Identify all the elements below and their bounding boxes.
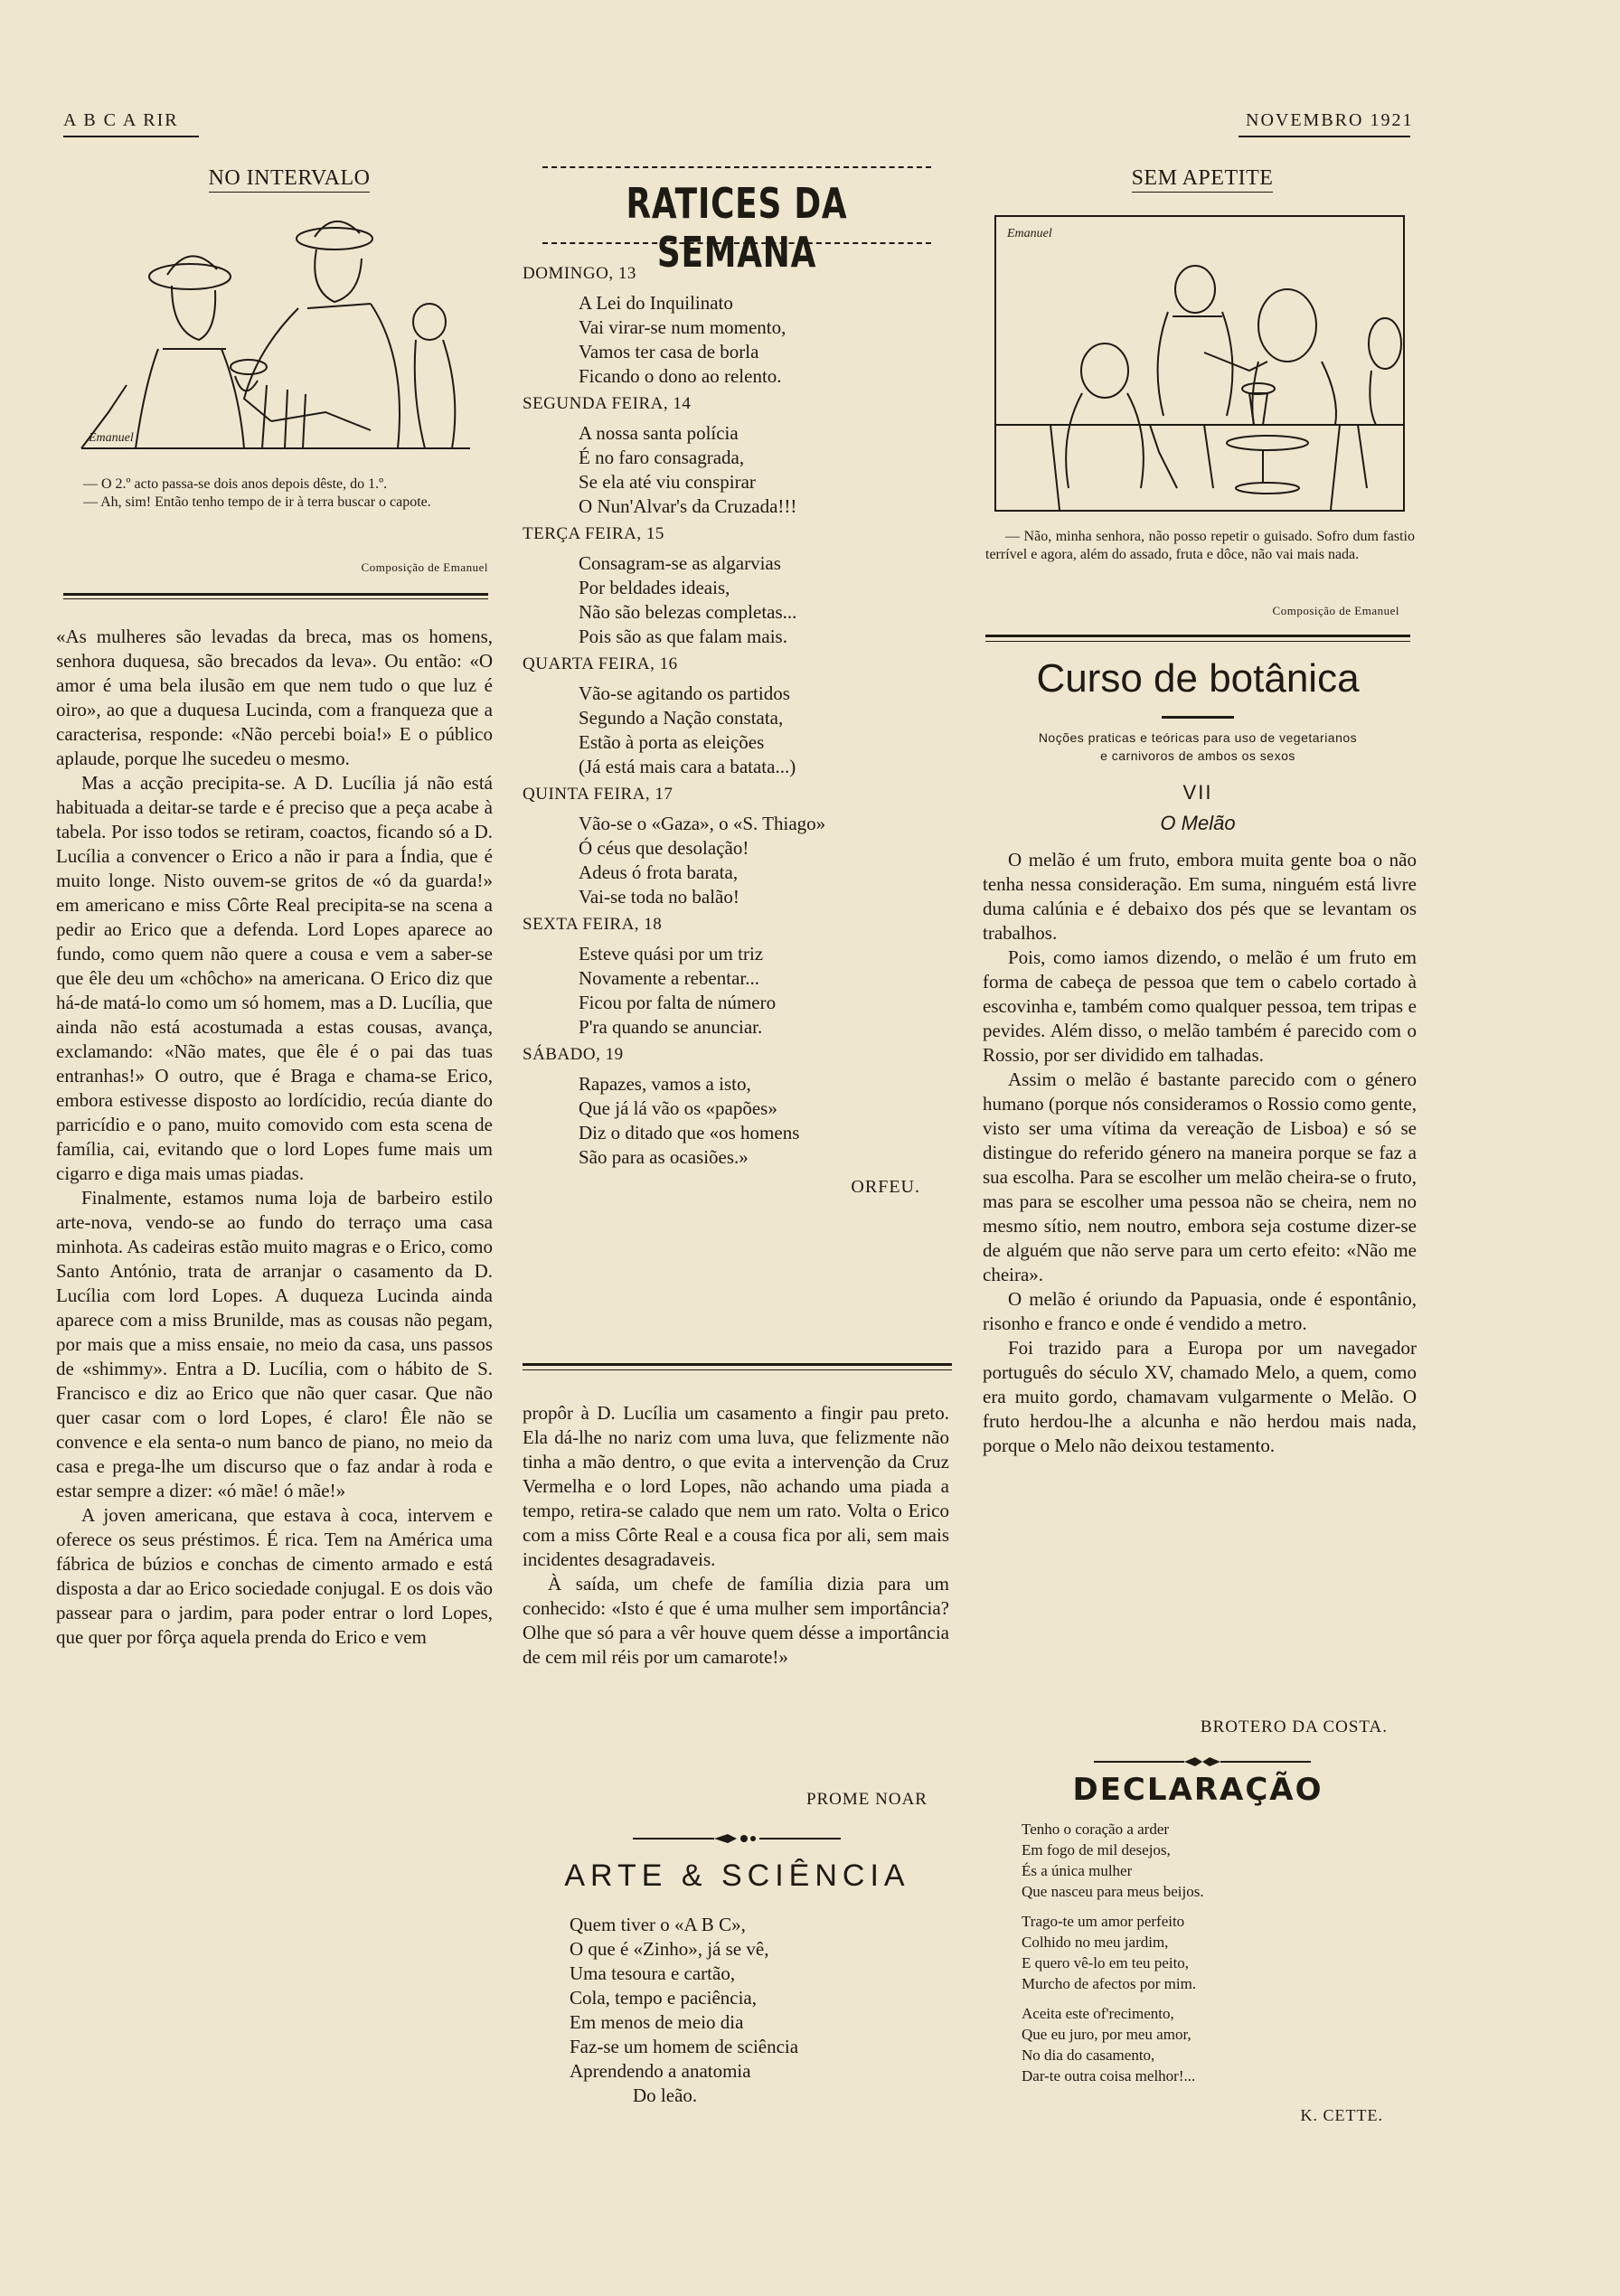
verse-line: Dar-te outra coisa melhor!... xyxy=(1022,2067,1196,2084)
middle-column-article xyxy=(523,1401,949,1670)
verse-line: É no faro consagrada, xyxy=(579,447,745,468)
verse-line: Novamente a rebentar... xyxy=(579,967,759,989)
verse xyxy=(579,551,929,649)
verse-line: Do leão. xyxy=(633,2084,698,2106)
verse-line: Vai-se toda no balão! xyxy=(579,886,739,908)
curso-subtitle xyxy=(985,729,1410,765)
section-rule-thin xyxy=(985,641,1410,642)
curso-title-rule xyxy=(1162,716,1234,719)
verse-line: Adeus ó frota barata, xyxy=(579,861,739,883)
verse-line: Quem tiver o «A B C», xyxy=(570,1914,746,1935)
curso-signature: BROTERO DA COSTA. xyxy=(1200,1717,1388,1736)
caption-line-1: — O 2.º acto passa-se dois anos depois dêste, do 1.º. xyxy=(83,476,388,492)
day-heading: QUINTA FEIRA, 17 xyxy=(523,785,673,804)
verse-line: A nossa santa polícia xyxy=(579,422,739,444)
cartoon-right-illustration xyxy=(996,217,1403,510)
verse-line: Que já lá vão os «papões» xyxy=(579,1097,777,1119)
paragraph: Mas a acção precipita-se. A D. Lucília já não está habituada a deitar-se tarde e é preciso que a peça acabe à tabela. Por isso todos se retiram, coactos, ficando só a D. Lucília a convencer o Erico a não ir para a Índia, que é muito longe. Nisto ouvem-se gritos de «ó da guarda!» em americano e miss Côrte Real precipita-se na scena a pedir ao Erico que a defenda. Lord Lopes aparece ao fundo, como quem não quere a cousa e vem a saber-se que êle deu um «chôcho» na americana. O Erico diz que há-de matá-lo como um só homem, mas a D. Lucília, que ainda não está acostumada a estas cousas, avança, exclamando: «Não mates, que êle é o pai das tuas entranhas!» O outro, que é Braga e chama-se Erico, embora estivesse disposto ao lordícidio, recúa diante do parricídio e o pano, muito comovido com esta scena de família, cai, evitando que o lord Lopes fume mais um cigarro e diga mais umas piadas. xyxy=(56,772,493,1184)
paragraph: Finalmente, estamos numa loja de barbeiro estilo arte-nova, vendo-se ao fundo do terraço uma casa minhota. As cadeiras estão muito magras e o Erico, como Santo António, trata de arranjar o casamento da D. Lucília com lord Lopes. A duqueza Lucinda ainda aparece com a miss Brunilde, mas as cousas não pegam, por mais que a miss ensaie, no meio da casa, uns passos de «shimmy». Entra a D. Lucília, com o hábito de S. Francisco e diz ao Erico que não quer casar. Que não quer casar com o lord Lopes, é claro! Êle não se convence e ela senta-o num banco de piano, no meio da casa e prega-lhe um discurso que o faz andar à roda e estar sempre a dizer: «ó mãe! ó mãe!» xyxy=(56,1187,493,1501)
paragraph: O melão é um fruto, embora muita gente boa o não tenha nessa consideração. Em suma, ninguém está livre duma calúnia e é debaixo dos pés que se levantam os trabalhos. xyxy=(983,849,1417,944)
verse-line: Trago-te um amor perfeito xyxy=(1022,1913,1185,1930)
ornament-divider xyxy=(1094,1755,1311,1768)
verse-line: Vai virar-se num momento, xyxy=(579,316,786,338)
verse-line: Diz o ditado que «os homens xyxy=(579,1122,800,1143)
verse-line: Pois são as que falam mais. xyxy=(579,626,787,647)
cartoon-right-title: SEM APETITE xyxy=(1012,166,1392,191)
verse-line: Por beldades ideais, xyxy=(579,577,730,598)
curso-title: Curso de botânica xyxy=(1036,656,1360,701)
section-rule-thin xyxy=(63,598,488,599)
paragraph: A joven americana, que estava à coca, intervem e oferece os seus préstimos. É rica. Tem na América uma fábrica de búzios e conchas de cimento armado e está disposta a dar ao Erico sociedade conjugal. E os dois vão passear para o jardim, para poder entrar o lord Lopes, que quer por fôrça aquela prenda do Erico e vem xyxy=(56,1504,493,1648)
verse-line: Estão à porta as eleições xyxy=(579,731,765,753)
verse-line: Aprendendo a anatomia xyxy=(570,2060,751,2082)
verse-line: Cola, tempo e paciência, xyxy=(570,1987,757,2009)
verse-line: O Nun'Alvar's da Cruzada!!! xyxy=(579,495,797,517)
verse-line: Colhido no meu jardim, xyxy=(1022,1934,1169,1951)
verse-line: Aceita este of'recimento, xyxy=(1022,2005,1174,2022)
verse xyxy=(579,682,929,779)
verse-line: Tenho o coração a arder xyxy=(1022,1821,1170,1838)
section-rule xyxy=(985,635,1410,637)
day-heading: QUARTA FEIRA, 16 xyxy=(523,654,678,673)
declaracao-title: DECLARAÇÃO xyxy=(1072,1772,1323,1808)
verse-line: Vamos ter casa de borla xyxy=(579,341,759,362)
verse-line: Que eu juro, por meu amor, xyxy=(1022,2026,1191,2043)
running-head-right: NOVEMBRO 1921 xyxy=(1246,110,1414,130)
verse-line: Esteve quási por um triz xyxy=(579,943,764,965)
verse-line: Em menos de meio dia xyxy=(570,2011,744,2033)
verse-line: Ó céus que desolação! xyxy=(579,837,749,859)
cartoon-right-caption: — Não, minha senhora, não posso repetir o guisado. Sofro dum fastio terrível e agora, além do assado, fruta e dôce, não vai mais nada. xyxy=(985,529,1415,562)
paragraph: Assim o melão é bastante parecido com o género humano (porque nós consideramos o Rossio como gente, visto ser uma vítima da vereação de Lisboa) e só se distingue do referido género na maneira porque se faz a sua escolha. Para se escolher um melão cheira-se o fruto, mas para se escolher uma pessoa não se cheira, nem no mesmo sítio, nem noutro, embora seja costume dizer-se de alguém que não serve para um certo efeito: «Não me cheira». xyxy=(983,1068,1417,1285)
verse-line: A Lei do Inquilinato xyxy=(579,292,733,314)
day-heading: SEGUNDA FEIRA, 14 xyxy=(523,394,692,413)
day-heading: SEXTA FEIRA, 18 xyxy=(523,915,663,934)
subtitle-line: e carnivoros de ambos os sexos xyxy=(1100,748,1295,763)
day-heading: TERÇA FEIRA, 15 xyxy=(523,524,664,543)
verse-line: Em fogo de mil desejos, xyxy=(1022,1841,1171,1858)
verse xyxy=(579,812,929,909)
running-head-left: A B C A RIR xyxy=(63,110,179,130)
verse-line: O que é «Zinho», já se vê, xyxy=(570,1938,769,1960)
ratices-signature: ORFEU. xyxy=(851,1177,920,1197)
ratices-poem xyxy=(523,259,929,1198)
verse xyxy=(579,1072,929,1170)
verse-line: És a única mulher xyxy=(1022,1862,1133,1879)
stanza xyxy=(1022,2003,1401,2086)
header-rule-left xyxy=(63,136,199,137)
verse-line: Ficando o dono ao relento. xyxy=(579,365,782,387)
paragraph: Foi trazido para a Europa por um navegador português do século XV, chamado Melo, a quem, como era muito gordo, chamavam vulgarmente o Melão. O fruto herdou-lhe a alcunha e não herdou mais nada, porque o Melo não deixou testamento. xyxy=(983,1337,1417,1456)
verse-line: Vão-se agitando os partidos xyxy=(579,682,790,704)
verse-line: Consagram-se as algarvias xyxy=(579,552,781,574)
cartoon-right-frame xyxy=(994,215,1405,512)
verse-line: Se ela até viu conspirar xyxy=(579,471,756,493)
verse-line: E quero vê-lo em teu peito, xyxy=(1022,1954,1190,1971)
verse-line: Murcho de afectos por mim. xyxy=(1022,1975,1197,1992)
paragraph: O melão é oriundo da Papuasia, onde é espontânio, risonho e franco e onde é vendido a metro. xyxy=(983,1288,1417,1334)
cartoon-left-credit: Composição de Emanuel xyxy=(361,560,488,574)
caption-line-2: — Ah, sim! Então tenho tempo de ir à terra buscar o capote. xyxy=(83,494,431,510)
paragraph: À saída, um chefe de família dizia para um conhecido: «Isto é que é uma mulher sem importância? Olhe que só para a vêr houve quem désse a importância de cem mil réis por um camarote!» xyxy=(523,1573,949,1668)
curso-article xyxy=(983,848,1417,1458)
cartoon-left-illustration xyxy=(72,204,479,457)
verse-line: Rapazes, vamos a isto, xyxy=(579,1073,751,1095)
paragraph: propôr à D. Lucília um casamento a fingir pau preto. Ela dá-lhe no nariz com uma luva, que felizmente não tinha a mão dentro, o que evita a intervenção da Cruz Vermelha e o lord Lopes, não achando uma piada a tempo, retira-se calado que nem um rato. Volta o Erico com a miss Côrte Real e a cousa fica por ali, sem mais incidentes desagradaveis. xyxy=(523,1402,949,1570)
verse xyxy=(579,942,929,1040)
cartoon-left-caption xyxy=(63,475,493,512)
cartoon-right-artist-mark: Emanuel xyxy=(1007,227,1052,240)
curso-section: O Melão xyxy=(1160,812,1236,834)
section-rule xyxy=(523,1363,952,1366)
section-rule xyxy=(63,593,488,596)
day-heading: DOMINGO, 13 xyxy=(523,264,636,283)
cartoon-left-title: NO INTERVALO xyxy=(63,166,515,191)
declaracao-signature: K. CETTE. xyxy=(1300,2106,1383,2124)
arte-title: ARTE & SCIÊNCIA xyxy=(564,1858,910,1893)
ratices-title: RATICES DA SEMANA xyxy=(626,179,848,277)
verse xyxy=(579,421,929,519)
middle-signature: PROME NOAR xyxy=(805,1790,928,1809)
verse-line: (Já está mais cara a batata...) xyxy=(579,756,796,777)
verse-line: Que nasceu para meus beijos. xyxy=(1022,1883,1204,1900)
declaracao-poem xyxy=(1022,1819,1401,2086)
verse-line: Faz-se um homem de sciência xyxy=(570,2036,799,2057)
verse-line: Segundo a Nação constata, xyxy=(579,707,784,729)
verse-line: Uma tesoura e cartão, xyxy=(570,1962,736,1984)
stanza xyxy=(1022,1911,1401,1994)
ornament-divider xyxy=(633,1831,841,1846)
verse-line: São para as ocasiões.» xyxy=(579,1146,749,1168)
paragraph: «As mulheres são levadas da breca, mas os homens, senhora duquesa, são brecados da leva». Ou então: «O amor é uma bela ilusão em que nem tudo o que luz é oiro», ao que a duquesa Lucinda, com a franqueza que a caracterisa, responde: «Não percebi boia!» E o público aplaude, porque lhe sucedeu o mesmo. xyxy=(56,626,493,769)
left-column-article xyxy=(56,625,493,1650)
verse-line: Não são belezas completas... xyxy=(579,601,797,623)
verse-line: No dia do casamento, xyxy=(1022,2047,1155,2064)
stanza xyxy=(1022,1819,1401,1902)
cartoon-right-credit: Composição de Emanuel xyxy=(1272,604,1399,617)
subtitle-line: Noções praticas e teóricas para uso de vegetarianos xyxy=(1038,730,1358,745)
verse-line: P'ra quando se anunciar. xyxy=(579,1016,763,1038)
curso-numeral: VII xyxy=(1182,781,1213,804)
header-rule-right xyxy=(1239,136,1410,137)
section-rule-thin xyxy=(523,1369,952,1370)
cartoon-left-artist-mark: Emanuel xyxy=(89,431,134,445)
paragraph: Pois, como iamos dizendo, o melão é um fruto em forma de cabeça de pessoa que tem o cabelo cortado à escovinha e, também como qualquer pessoa, tem tripas e pevides. Além disso, o melão também é parecido com o Rossio, por ser dividido em talhadas. xyxy=(983,946,1417,1066)
verse-line: Vão-se o «Gaza», o «S. Thiago» xyxy=(579,813,826,834)
verse-line: Ficou por falta de número xyxy=(579,992,777,1013)
day-heading: SÁBADO, 19 xyxy=(523,1045,624,1064)
verse xyxy=(579,291,929,389)
arte-poem xyxy=(570,1913,949,2108)
